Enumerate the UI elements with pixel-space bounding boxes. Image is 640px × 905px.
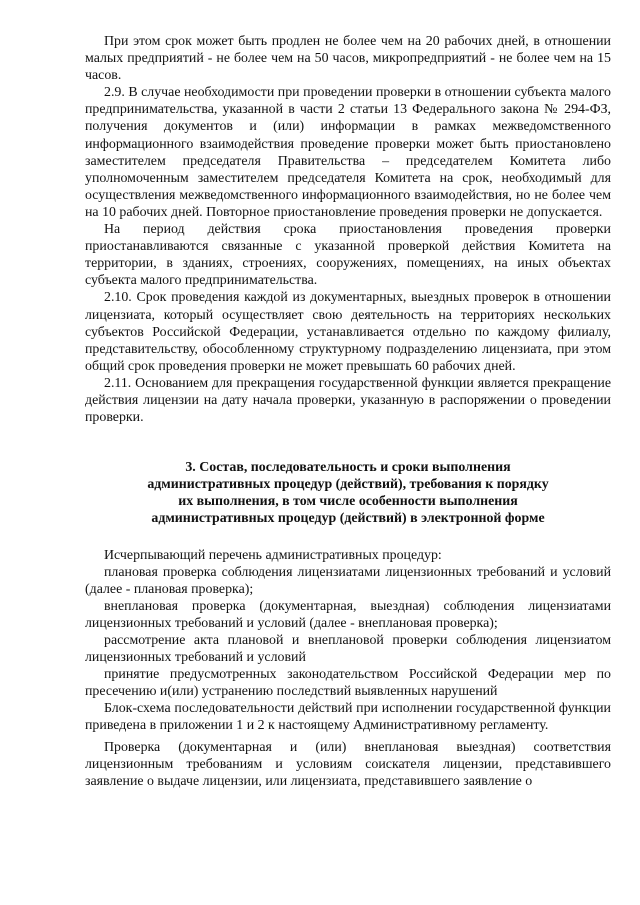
list-item-act-review: рассмотрение акта плановой и внеплановой проверки соблюдения лицензиатом лицензионных требований и условий — [85, 633, 611, 666]
list-item-measures: принятие предусмотренных законодательством Российской Федерации мер по пресечению и(или) устранению последствий выявленных нарушений — [85, 667, 611, 700]
paragraph-inspection-applicant: Проверка (документарная и (или) внеплановая выездная) соответствия лицензионным требованиям и условиям соискателя лицензии, представившего заявление о выдаче лицензии, или лицензиата, представившего заявление о — [85, 739, 611, 789]
paragraph-2-10: 2.10. Срок проведения каждой из документарных, выездных проверок в отношении лицензиата, который осуществляет свою деятельность на территориях нескольких субъектов Российской Федерации, устанавливается отдельно по каждому филиалу, представительству, обособленному структурному подразделению лицензиата, при этом общий срок проведения проверки не может превышать 60 рабочих дней. — [85, 290, 611, 374]
section-heading-line: 3. Состав, последовательность и сроки выполнения — [185, 460, 511, 476]
list-item-unscheduled-inspection: внеплановая проверка (документарная, выездная) соблюдения лицензиатами лицензионных требований и условий (далее - внеплановая проверка); — [85, 598, 611, 631]
paragraph-2-11: 2.11. Основанием для прекращения государственной функции является прекращение действия лицензии на дату начала проверки, указанную в распоряжении о проведении проверки. — [85, 375, 611, 426]
section-heading-line: административных процедур (действий) в электронной форме — [151, 511, 545, 527]
list-item-planned-inspection: плановая проверка соблюдения лицензиатами лицензионных требований и условий (далее - плановая проверка); — [85, 564, 611, 597]
paragraph-2-9: 2.9. В случае необходимости при проведении проверки в отношении субъекта малого предпринимательства, указанной в части 2 статьи 13 Федерального закона № 294-ФЗ, получения документов и (или) информации в рамках межведомственного информационного взаимодействия проведение проверки может быть приостановлено заместителем председателя Правительства – председателем Комитета либо уполномоченным заместителем председателя Комитета на срок, необходимый для осуществления межведомственного информационного взаимодействия, но не более чем на 10 рабочих дней. Повторное приостановление проведения проверки не допускается. — [85, 85, 611, 220]
paragraph-procedures-list-intro: Исчерпывающий перечень административных процедур: — [104, 547, 442, 563]
section-heading-line: административных процедур (действий), требования к порядку — [147, 477, 549, 493]
paragraph-extension-terms: При этом срок может быть продлен не более чем на 20 рабочих дней, в отношении малых предприятий - не более чем на 50 часов, микропредприятий - не более чем на 15 часов. — [85, 34, 611, 84]
section-3-heading — [85, 459, 611, 527]
paragraph-flowchart: Блок-схема последовательности действий при исполнении государственной функции приведена в приложении 1 и 2 к настоящему Административному регламенту. — [85, 701, 611, 734]
section-heading-line: их выполнения, в том числе особенности выполнения — [178, 494, 518, 510]
paragraph-suspension-period: На период действия срока приостановления проведения проверки приостанавливаются связанные с указанной проверкой действия Комитета на территории, в зданиях, строениях, сооружениях, помещениях, на иных объектах субъекта малого предпринимательства. — [85, 222, 611, 289]
